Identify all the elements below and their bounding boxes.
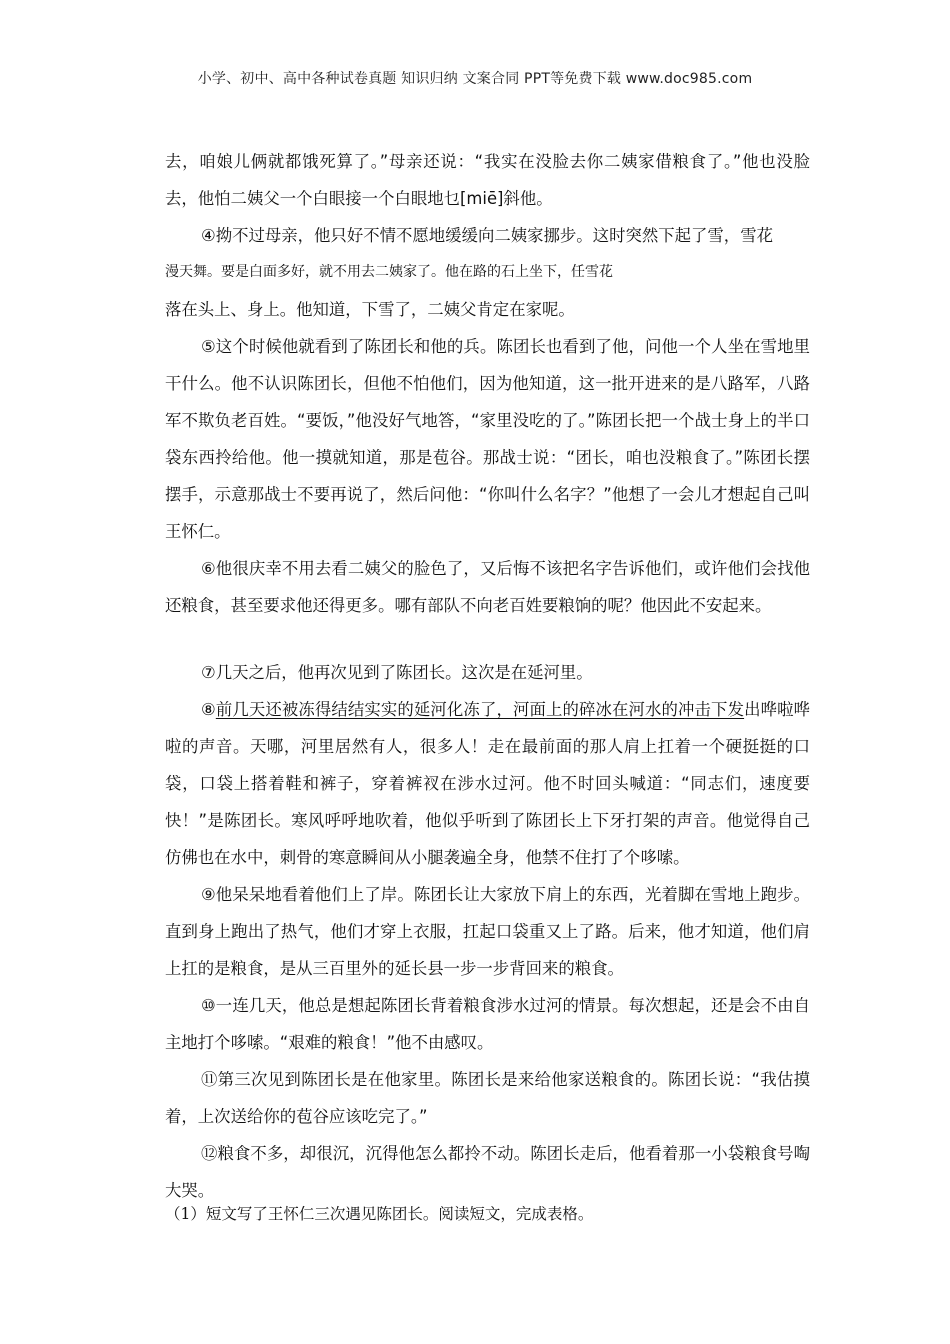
- paragraph-4-line-1: ④拗不过母亲，他只好不情不愿地缓缓向二姨家挪步。这时突然下起了雪，雪花: [201, 226, 773, 245]
- paragraph-11: ⑪第三次见到陈团长是在他家里。陈团长是来给他家送粮食的。陈团长说：“我估摸着，上次送给你的苞谷应该吃完了。”: [165, 1070, 810, 1126]
- paragraph-7: ⑦几天之后，他再次见到了陈团长。这次是在延河里。: [201, 663, 593, 682]
- page-header: 小学、初中、高中各种试卷真题 知识归纳 文案合同 PPT等免费下载 www.doc985.com: [197, 71, 753, 87]
- paragraph-8-number: ⑧: [201, 700, 216, 719]
- paragraph-4-line-3: 落在头上、身上。他知道，下雪了，二姨父肯定在家呢。: [165, 300, 575, 319]
- paragraph-9: ⑨他呆呆地看着他们上了岸。陈团长让大家放下肩上的东西，光着脚在雪地上跑步。直到身上跑出了热气，他们才穿上衣服，扛起口袋重又上了路。后来，他才知道，他们肩上扛的是粮食，是从三百里外的延长县一步一步背回来的粮食。: [165, 885, 810, 978]
- paragraph-4-line-2: 漫天舞。要是白面多好，就不用去二姨家了。他在路的石上坐下，任雪花: [165, 264, 613, 280]
- question-1: （1）短文写了王怀仁三次遇见陈团长。阅读短文，完成表格。: [165, 1205, 594, 1223]
- paragraph-6: ⑥他很庆幸不用去看二姨父的脸色了，又后悔不该把名字告诉他们，或许他们会找他还粮食，甚至要求他还得更多。哪有部队不向老百姓要粮饷的呢？他因此不安起来。: [165, 559, 810, 615]
- paragraph-12: ⑫粮食不多，却很沉，沉得他怎么都拎不动。陈团长走后，他看着那一小袋粮食号啕大哭。: [165, 1144, 810, 1200]
- paragraph-5: ⑤这个时候他就看到了陈团长和他的兵。陈团长也看到了他，问他一个人坐在雪地里干什么。他不认识陈团长，但他不怕他们，因为他知道，这一批开进来的是八路军，八路军不欺负老百姓。“要饭，”他没好气地答，“家里没吃的了。”陈团长把一个战士身上的半口袋东西拎给他。他一摸就知道，那是苞谷。那战士说：“团长，咱也没粮食了。”陈团长摆摆手，示意那战士不要再说了，然后问他：“你叫什么名字？”他想了一会儿才想起自己叫王怀仁。: [165, 337, 810, 541]
- paragraph-8: [165, 691, 810, 876]
- underlined-sentence: 前几天还被冻得结结实实的延河化冻了，河面上的碎冰在河水的冲击下发: [215, 700, 745, 719]
- article-body: [165, 143, 810, 1209]
- paragraph-gap: [165, 624, 810, 654]
- paragraph-10: ⑩一连几天，他总是想起陈团长背着粮食涉水过河的情景。每次想起，还是会不由自主地打个哆嗦。“艰难的粮食！”他不由感叹。: [165, 996, 810, 1052]
- paragraph-8-rest: 出哗啦哗啦的声音。天哪，河里居然有人，很多人！走在最前面的那人肩上扛着一个硬挺挺的口袋，口袋上搭着鞋和裤子，穿着裤衩在涉水过河。他不时回头喊道：“同志们，速度要快！”是陈团长。寒风呼呼地吹着，他似乎听到了陈团长上下牙打架的声音。他觉得自己仿佛也在水中，刺骨的寒意瞬间从小腿袭遍全身，他禁不住打了个哆嗦。: [165, 700, 810, 867]
- paragraph-continued: 去，咱娘儿俩就都饿死算了。”母亲还说：“我实在没脸去你二姨家借粮食了。”他也没脸去，他怕二姨父一个白眼接一个白眼地乜[miē]斜他。: [165, 152, 810, 208]
